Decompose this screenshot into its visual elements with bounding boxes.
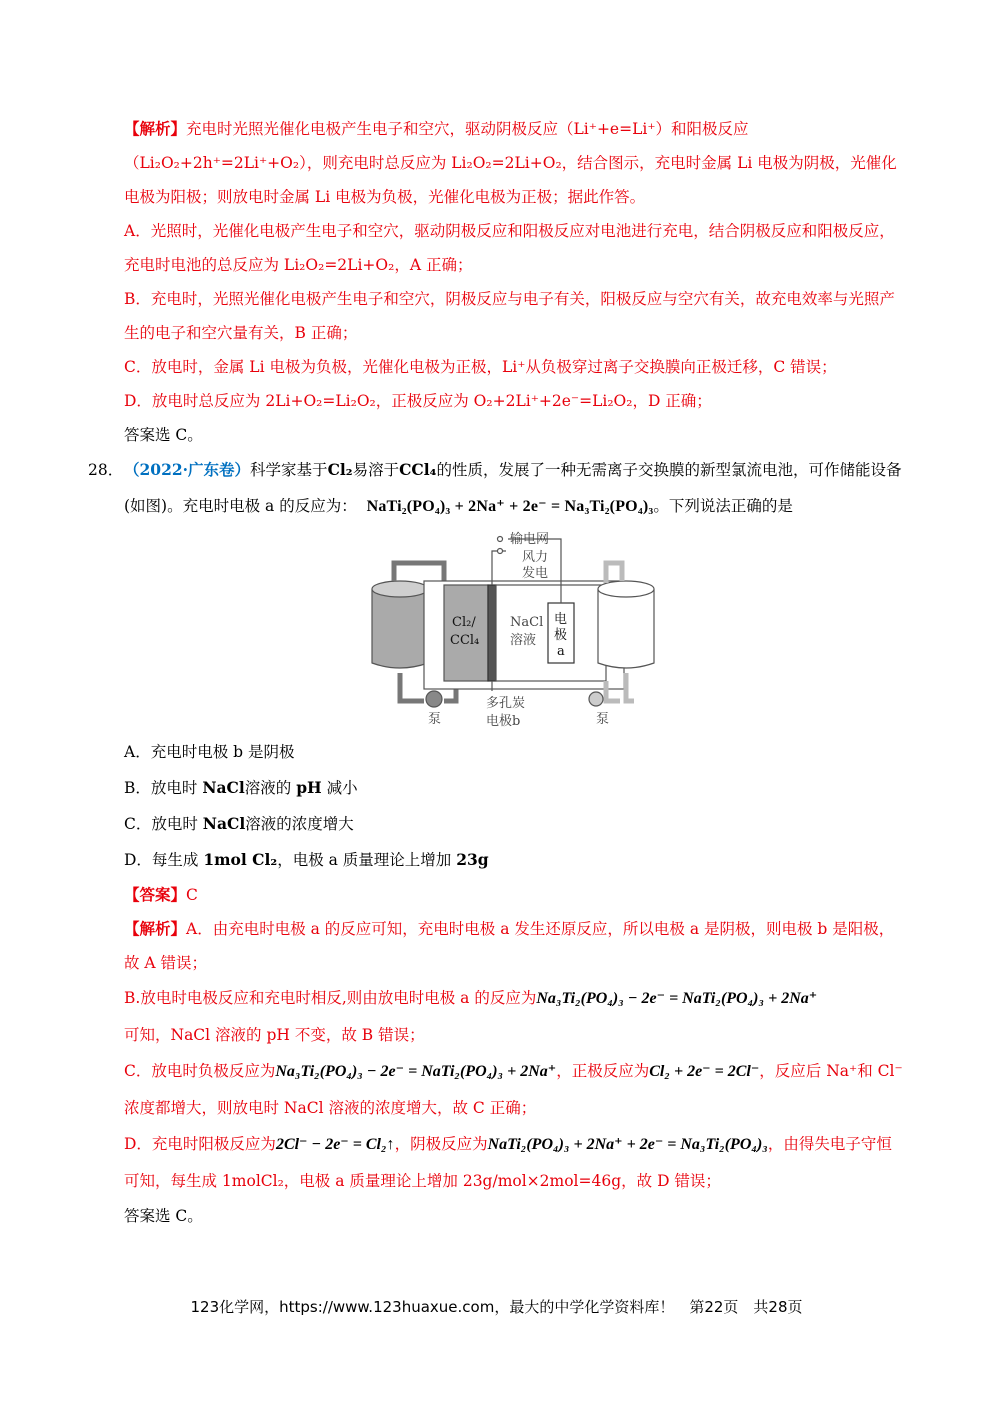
- wind-label-1: 风力: [522, 550, 549, 565]
- option-d: D．每生成 1mol Cl₂，电极 a 质量理论上增加 23g: [124, 850, 489, 869]
- analysis-2-d: D．充电时阳极反应为2Cl⁻ − 2e⁻ = Cl₂↑，阴极反应为NaTi₂(PO₄)₃ + 2Na⁺ + 2e⁻ = Na₃Ti₂(PO₄)₃，由得失电子守恒可知，每生成 1molCl₂，电极 a 质量理论上增加 23g/mol×2mol=46g，故 D 错误；: [124, 1135, 892, 1190]
- right-pump: [589, 692, 603, 706]
- nacl-label: NaCl: [510, 615, 544, 630]
- analysis-tag: 【解析】: [124, 119, 187, 138]
- analysis-1-intro: 【解析】充电时光照光催化电极产生电子和空穴，驱动阴极反应（Li⁺+e=Li⁺）和阳极反应（Li₂O₂+2h⁺=2Li⁺+O₂），则充电时总反应为 Li₂O₂=2Li+O₂，结合图示，充电时金属 Li 电极为阴极，光催化电极为阳极；则放电时金属 Li 电极为负极，光催化电极为正极；据此作答。: [124, 119, 897, 206]
- left-tank: [372, 589, 428, 668]
- electrode-a-label-1: 电: [554, 612, 568, 627]
- analysis-2-c: C．放电时负极反应为Na₃Ti₂(PO₄)₃ − 2e⁻ = NaTi₂(PO₄)₃ + 2Na⁺，正极反应为Cl₂ + 2e⁻ = 2Cl⁻，反应后 Na⁺和 Cl⁻浓度都增大，则放电时 NaCl 溶液的浓度增大，故 C 正确；: [124, 1062, 903, 1117]
- left-pump-label: 泵: [428, 712, 442, 727]
- question-source: （2022·广东卷）: [124, 460, 251, 479]
- charge-reaction-formula: NaTi₂(PO₄)₃ + 2Na⁺ + 2e⁻ = Na₃Ti₂(PO₄)₃: [366, 498, 654, 515]
- analysis-1-option-d: D．放电时总反应为 2Li+O₂=Li₂O₂，正极反应为 O₂+2Li⁺+2e⁻=Li₂O₂，D 正确；: [124, 392, 712, 410]
- electrode-a-label-2: 极: [554, 628, 568, 643]
- question-28-stem: 28． （2022·广东卷）科学家基于Cl₂易溶于CCl₄的性质，发展了一种无需离子交换膜的新型氯流电池，可作储能设备(如图)。充电时电极 a 的反应为： NaTi₂(PO₄)₃ + 2Na⁺ + 2e⁻ = Na₃Ti₂(PO₄)₃。下列说法正确的是: [124, 452, 904, 525]
- grid-label: 输电网: [510, 532, 550, 547]
- diagram-svg: [124, 531, 904, 731]
- electrode-b-label-1: 多孔炭: [486, 696, 526, 711]
- cell-label-ccl4: CCl₄: [450, 633, 480, 648]
- option-c: C．放电时 NaCl溶液的浓度增大: [124, 814, 354, 833]
- analysis-2-answer: 答案选 C。: [124, 1207, 203, 1225]
- right-tank: [598, 589, 654, 668]
- page-content: [88, 112, 904, 1233]
- solution-label: 溶液: [510, 633, 537, 648]
- flow-battery-diagram: [124, 531, 904, 731]
- analysis-1-option-a: A．光照时，光催化电极产生电子和空穴，驱动阴极反应和阳极反应对电池进行充电，结合阴极反应和阳极反应，充电时电池的总反应为 Li₂O₂=2Li+O₂，A 正确；: [124, 222, 895, 274]
- analysis-2-a: 【解析】A．由充电时电极 a 的反应可知，充电时电极 a 发生还原反应，所以电极 a 是阴极，则电极 b 是阳极，故 A 错误；: [124, 919, 895, 972]
- electrode-b: [488, 585, 496, 681]
- answer-line: 【答案】C: [124, 885, 198, 904]
- wind-label-2: 发电: [522, 566, 549, 581]
- right-pump-label: 泵: [596, 712, 610, 727]
- option-b: B．放电时 NaCl溶液的 pH 减小: [124, 778, 358, 797]
- electrode-a-label-3: a: [557, 644, 565, 659]
- left-pump: [426, 691, 442, 707]
- page-footer: 123化学网，https://www.123huaxue.com，最大的中学化学资料库！ 第22页 共28页: [190, 1298, 803, 1316]
- analysis-1-option-c: C．放电时，金属 Li 电极为负极，光催化电极为正极，Li⁺从负极穿过离子交换膜向正极迁移，C 错误；: [124, 358, 837, 376]
- electrode-b-label-2: 电极b: [486, 714, 521, 729]
- analysis-2-b: B.放电时电极反应和充电时相反,则由放电时电极 a 的反应为Na₃Ti₂(PO₄)₃ − 2e⁻ = NaTi₂(PO₄)₃ + 2Na⁺ 可知，NaCl 溶液的 pH 不变，故 B 错误；: [124, 989, 818, 1044]
- analysis-1-answer: 答案选 C。: [124, 426, 203, 444]
- analysis-1-option-b: B．充电时，光照光催化电极产生电子和空穴，阴极反应与电子有关，阳极反应与空穴有关，故充电效率与光照产生的电子和空穴量有关，B 正确；: [124, 290, 895, 342]
- option-a: A．充电时电极 b 是阴极: [124, 743, 295, 761]
- question-number: 28．: [88, 461, 124, 479]
- cell-label-cl2: Cl₂/: [452, 615, 476, 630]
